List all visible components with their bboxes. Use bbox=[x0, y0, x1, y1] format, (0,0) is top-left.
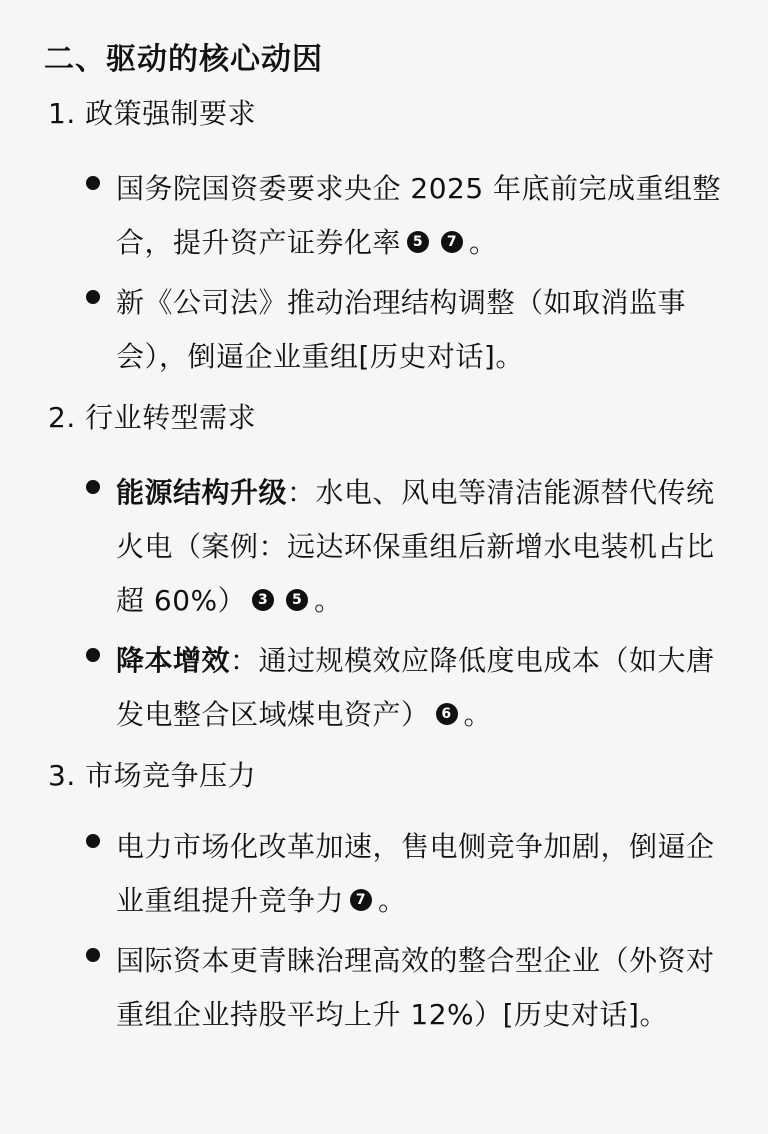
list-item-text bbox=[116, 162, 726, 270]
citation-badge[interactable]: 5 bbox=[407, 231, 429, 253]
citation-badge[interactable]: 7 bbox=[441, 231, 463, 253]
item-text-end: 。 bbox=[314, 584, 343, 617]
bullet-dot bbox=[86, 834, 100, 848]
item-text: 电力市场化改革加速，售电侧竞争加剧，倒逼企业重组提升竞争力 bbox=[116, 830, 715, 917]
item-strong: 能源结构升级 bbox=[116, 476, 288, 509]
bullet-dot bbox=[86, 480, 100, 494]
item-text: 国务院国资委要求央企 2025 年底前完成重组整合，提升资产证券化率 bbox=[116, 172, 722, 259]
item-text: ：水电、风电等清洁能源替代传统火电（案例：远达环保重组后新增水电装机占比超 60%） bbox=[116, 476, 715, 617]
section-heading: 二、驱动的核心动因 bbox=[44, 42, 323, 77]
bullet-dot bbox=[86, 176, 100, 190]
item-strong: 降本增效 bbox=[116, 644, 231, 677]
item-text: 新《公司法》推动治理结构调整（如取消监事会），倒逼企业重组[历史对话]。 bbox=[116, 286, 687, 373]
list-item bbox=[86, 820, 736, 928]
list-item-text bbox=[116, 820, 726, 928]
section-title-industry: 2. 行业转型需求 bbox=[48, 401, 257, 434]
list-item bbox=[86, 634, 736, 742]
bullet-dot bbox=[86, 948, 100, 962]
item-text: ：通过规模效应降低度电成本（如大唐发电整合区域煤电资产） bbox=[116, 644, 715, 731]
bullet-dot bbox=[86, 290, 100, 304]
list-item bbox=[86, 934, 736, 1042]
citation-badge[interactable]: 7 bbox=[350, 889, 372, 911]
citation-badge[interactable]: 6 bbox=[436, 703, 458, 725]
item-text: 国际资本更青睐治理高效的整合型企业（外资对重组企业持股平均上升 12%）[历史对话]。 bbox=[116, 944, 715, 1031]
item-text-end: 。 bbox=[378, 884, 407, 917]
section-title-market: 3. 市场竞争压力 bbox=[48, 759, 257, 792]
list-item-text bbox=[116, 466, 726, 628]
list-item bbox=[86, 466, 736, 628]
list-item-text bbox=[116, 276, 726, 384]
item-text-end: 。 bbox=[469, 226, 498, 259]
list-item bbox=[86, 162, 736, 270]
section-title-policy: 1. 政策强制要求 bbox=[48, 97, 257, 130]
item-text-end: 。 bbox=[463, 698, 493, 731]
citation-badge[interactable]: 5 bbox=[286, 589, 308, 611]
list-item-text bbox=[116, 634, 726, 742]
bullet-dot bbox=[86, 648, 100, 662]
list-item bbox=[86, 276, 736, 384]
citation-badge[interactable]: 3 bbox=[252, 589, 274, 611]
list-item-text bbox=[116, 934, 726, 1042]
